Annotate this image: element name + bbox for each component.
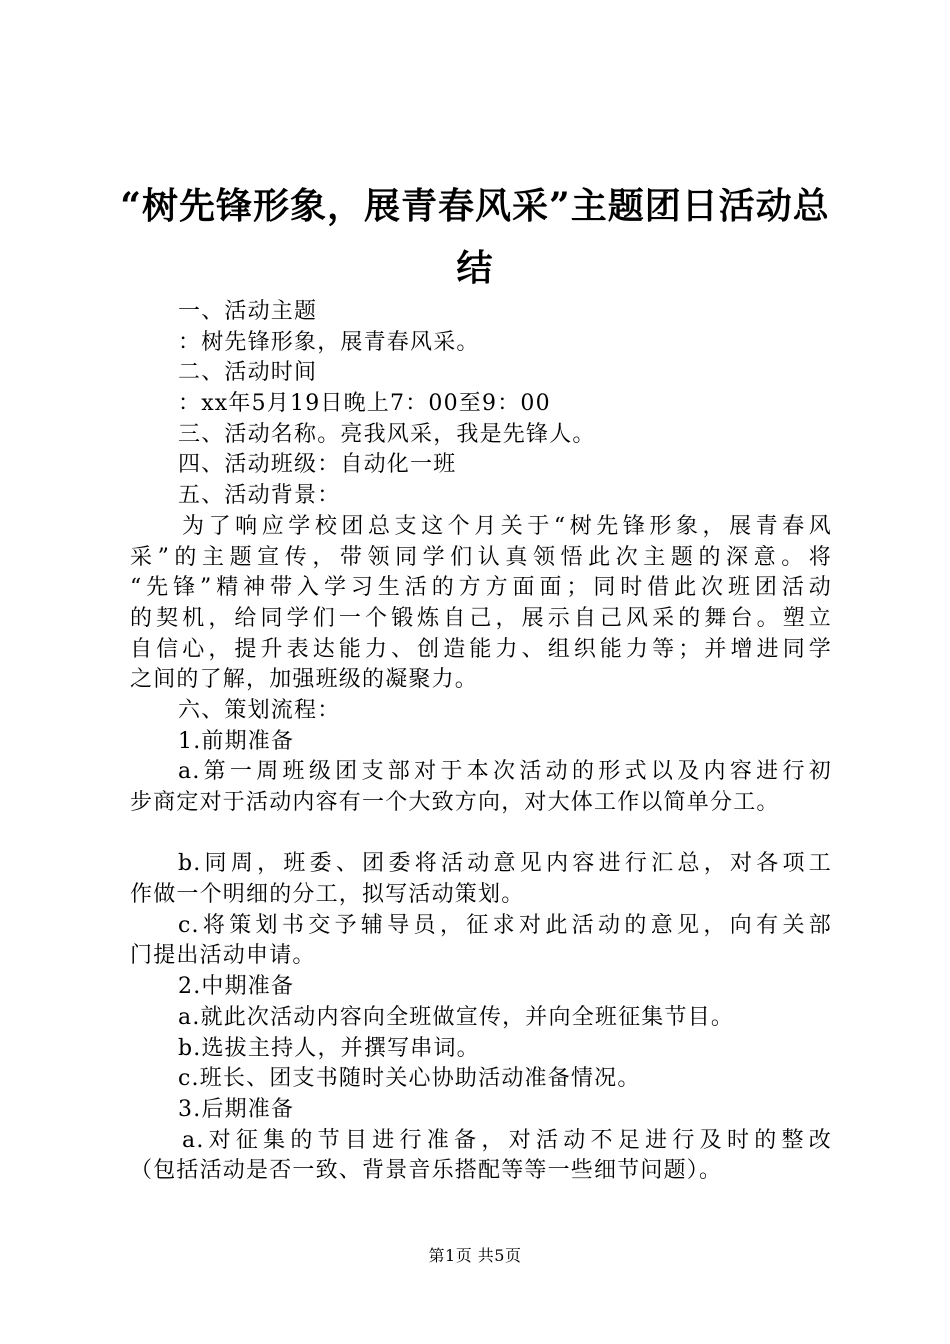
process-item-line: a.对征集的节目进行准备，对活动不足进行及时的整改 bbox=[182, 1127, 832, 1153]
blank-line bbox=[130, 819, 832, 850]
process-item-line: a.第一周班级团支部对于本次活动的形式以及内容进行初 bbox=[178, 759, 832, 785]
process-item-line: b.选拔主持人，并撰写串词。 bbox=[178, 1035, 480, 1061]
subsection-mid-prep: 2.中期准备 bbox=[178, 974, 295, 1000]
background-paragraph-line: 采”的主题宣传，带领同学们认真领悟此次主题的深意。将 bbox=[130, 544, 832, 570]
document-title-line-1: “树先锋形象，展青春风采”主题团日活动总 bbox=[120, 185, 830, 227]
process-item-line: 作做一个明细的分工，拟写活动策划。 bbox=[130, 882, 525, 908]
process-item-line: c.班长、团支书随时关心协助活动准备情况。 bbox=[178, 1066, 641, 1092]
process-item-line: 步商定对于活动内容有一个大致方向，对大体工作以简单分工。 bbox=[130, 790, 780, 815]
process-item-line: b.同周，班委、团委将活动意见内容进行汇总，对各项工 bbox=[178, 851, 832, 877]
process-item-line: 门提出活动申请。 bbox=[130, 943, 316, 969]
theme-text: ：树先锋形象，展青春风采。 bbox=[178, 329, 480, 355]
process-item-line: c.将策划书交予辅导员，征求对此活动的意见，向有关部 bbox=[178, 912, 832, 938]
document-title-line-2: 结 bbox=[456, 247, 494, 289]
section-activity-name: 三、活动名称。亮我风采，我是先锋人。 bbox=[178, 421, 596, 447]
background-paragraph-line: 的契机，给同学们一个锻炼自己，展示自己风采的舞台。塑立 bbox=[130, 605, 832, 631]
subsection-early-prep: 1.前期准备 bbox=[178, 728, 295, 754]
background-paragraph-line: 自信心，提升表达能力、创造能力、组织能力等；并增进同学 bbox=[130, 636, 832, 662]
background-paragraph-line: 为了响应学校团总支这个月关于“树先锋形象，展青春风 bbox=[182, 513, 832, 539]
section-heading-background: 五、活动背景： bbox=[178, 483, 341, 509]
background-paragraph-line: 之间的了解，加强班级的凝聚力。 bbox=[130, 667, 479, 693]
time-text: ：xx年5月19日晚上7：00至9：00 bbox=[178, 391, 551, 417]
background-paragraph-line: “先锋”精神带入学习生活的方方面面；同时借此次班团活动 bbox=[130, 575, 832, 601]
section-activity-class: 四、活动班级：自动化一班 bbox=[178, 452, 457, 478]
section-heading-time: 二、活动时间 bbox=[178, 360, 318, 386]
process-item-line: a.就此次活动内容向全班做宣传，并向全班征集节目。 bbox=[178, 1004, 735, 1030]
subsection-late-prep: 3.后期准备 bbox=[178, 1096, 295, 1122]
section-heading-theme: 一、活动主题 bbox=[178, 299, 318, 324]
document-body bbox=[130, 297, 832, 1187]
section-heading-process: 六、策划流程： bbox=[178, 697, 341, 723]
page-footer: 第1页 共5页 bbox=[428, 1246, 522, 1265]
process-item-line: （包括活动是否一致、背景音乐搭配等等一些细节问题）。 bbox=[130, 1158, 723, 1184]
